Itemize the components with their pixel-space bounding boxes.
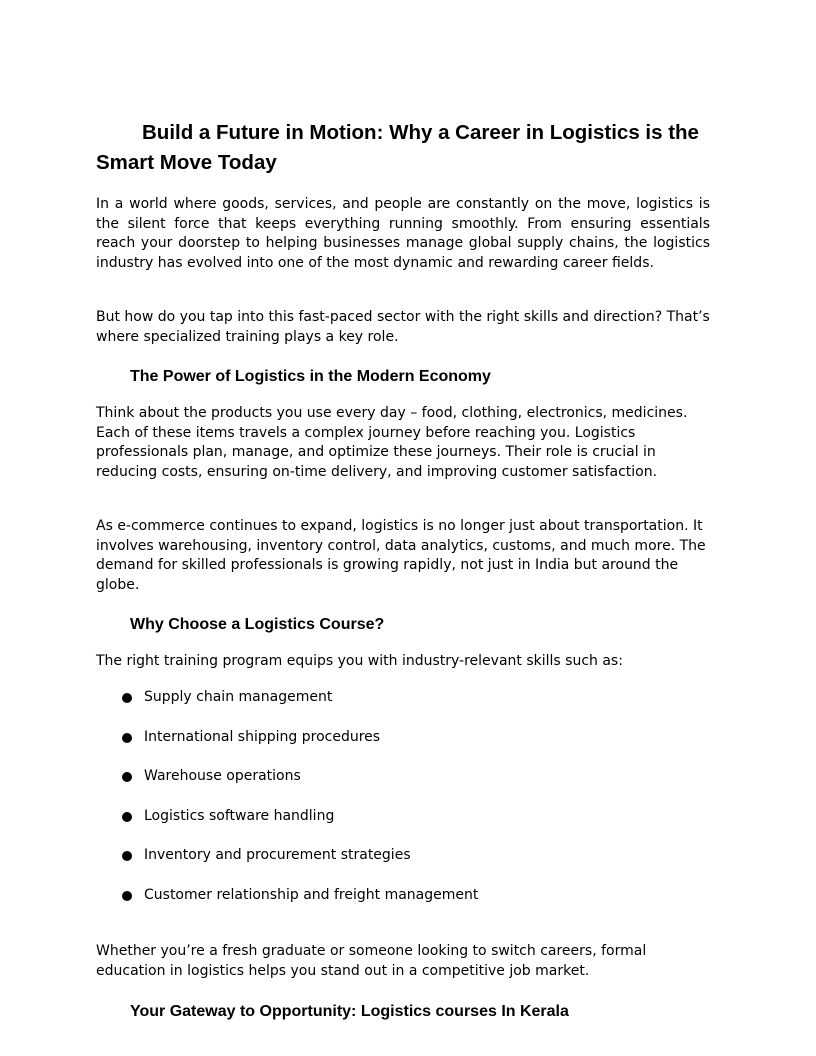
bullet-icon: [122, 772, 132, 782]
section-heading-why-choose: Why Choose a Logistics Course?: [130, 616, 385, 633]
list-item: [96, 846, 710, 886]
section-heading-gateway: Your Gateway to Opportunity: Logistics courses In Kerala: [130, 1003, 569, 1020]
list-item: [96, 767, 710, 807]
list-item: [96, 807, 710, 847]
list-item-text: Inventory and procurement strategies: [144, 847, 411, 864]
list-item: [96, 886, 710, 926]
intro-paragraph-1: In a world where goods, services, and people are constantly on the move, logistics is the silent force that keeps everything running smoothly. From ensuring essentials reach your doorstep to helping businesses manage global supply chains, the logistics industry has evolved into one of the most dynamic and rewarding career fields.: [96, 196, 710, 271]
list-item: [96, 688, 710, 728]
bullet-icon: [122, 693, 132, 703]
list-item: [96, 728, 710, 768]
bullet-icon: [122, 851, 132, 861]
list-item-text: Warehouse operations: [144, 768, 301, 785]
bullet-icon: [122, 891, 132, 901]
document-title: Build a Future in Motion: Why a Career in Logistics is the Smart Move Today: [96, 121, 699, 174]
list-item-text: Logistics software handling: [144, 807, 335, 824]
section2-closing: Whether you’re a fresh graduate or someone looking to switch careers, formal education in logistics helps you stand out in a competitive job market.: [96, 943, 647, 979]
bullet-icon: [122, 733, 132, 743]
section2-intro: The right training program equips you with industry-relevant skills such as:: [96, 653, 623, 669]
intro-paragraph-2: But how do you tap into this fast-paced sector with the right skills and direction? That’s where specialized training plays a key role.: [96, 309, 710, 345]
section-heading-power-of-logistics: The Power of Logistics in the Modern Economy: [130, 368, 491, 385]
list-item-text: International shipping procedures: [144, 728, 381, 745]
section1-paragraph-1: Think about the products you use every day – food, clothing, electronics, medicines. Each of these items travels a complex journey before reaching you. Logistics professionals plan, manage, and optimize these journeys. Their role is crucial in reducing costs, ensuring on-time delivery, and improving customer satisfaction.: [96, 405, 688, 480]
list-item-text: Supply chain management: [144, 689, 333, 705]
list-item-text: Customer relationship and freight management: [144, 886, 479, 903]
skills-list: [96, 688, 710, 926]
section1-paragraph-2: As e-commerce continues to expand, logistics is no longer just about transportation. It involves warehousing, inventory control, data analytics, customs, and much more. The demand for skilled professionals is growing rapidly, not just in India but around the globe.: [96, 518, 706, 593]
bullet-icon: [122, 812, 132, 822]
